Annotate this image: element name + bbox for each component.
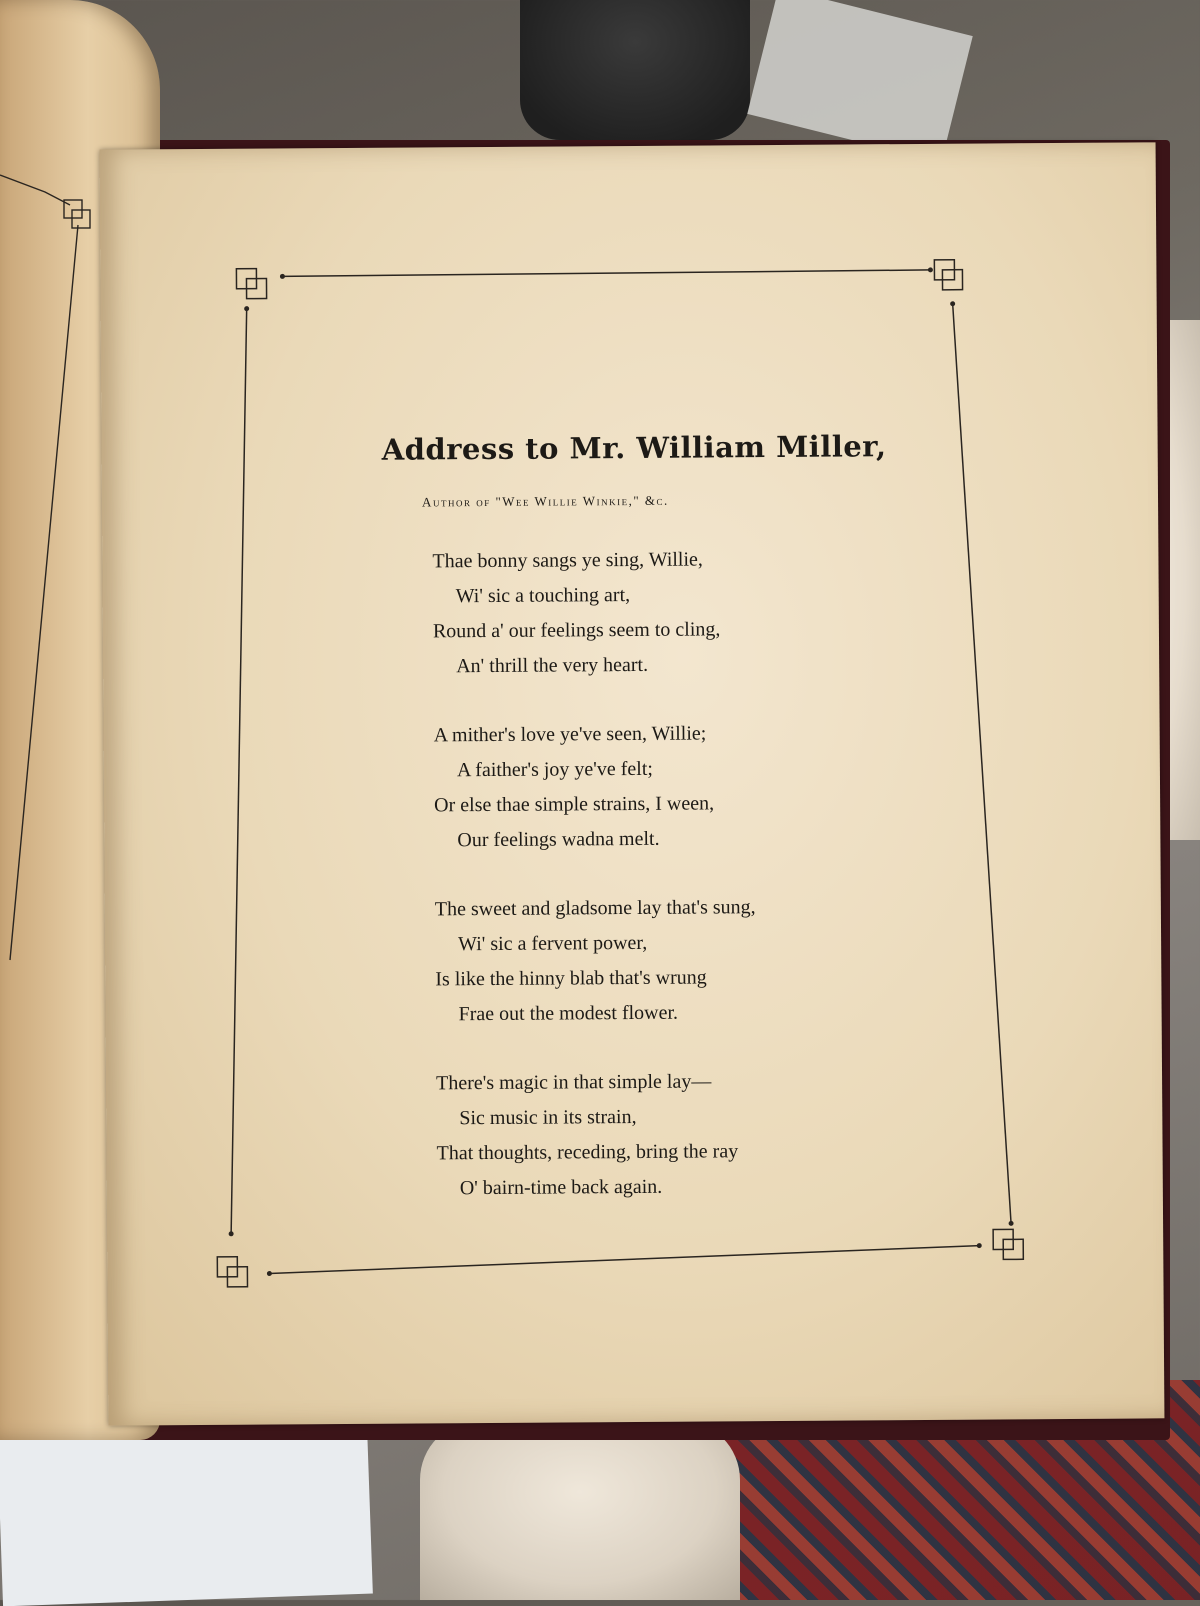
background-pot	[520, 0, 750, 140]
poem-line: O' bairn-time back again.	[459, 1175, 663, 1200]
poem-line: An' thrill the very heart.	[456, 653, 649, 678]
stanza	[436, 1062, 997, 1206]
poem-line: Wi' sic a touching art,	[455, 584, 631, 608]
poem-line: Round a' our feelings seem to cling,	[432, 618, 721, 643]
poem-title: Address to Mr. William Miller,	[381, 429, 887, 467]
poem-line: That thoughts, receding, bring the ray	[436, 1140, 739, 1165]
poem-line: A mither's love ye've seen, Willie;	[433, 722, 707, 747]
poem-line: Is like the hinny blab that's wrung	[435, 966, 707, 991]
poem-line: The sweet and gladsome lay that's sung,	[434, 896, 756, 921]
right-page	[100, 142, 1165, 1425]
poem-line: Frae out the modest flower.	[458, 1001, 679, 1026]
stanza	[432, 540, 993, 684]
poem-subtitle: Author of "Wee Willie Winkie," &c.	[421, 492, 669, 510]
poem-text-block	[381, 428, 997, 1206]
poem-line: A faither's joy ye've felt;	[456, 757, 654, 782]
background-fur-rug-lower	[420, 1420, 740, 1600]
poem-line: There's magic in that simple lay—	[436, 1070, 712, 1095]
stanza	[434, 714, 995, 858]
background-object	[747, 0, 973, 162]
poem-line: Thae bonny sangs ye sing, Willie,	[432, 548, 703, 573]
poem-line: Wi' sic a fervent power,	[458, 931, 648, 956]
poem-line: Our feelings wadna melt.	[457, 827, 660, 852]
poem-line: Or else thae simple strains, I ween,	[434, 792, 715, 817]
background-paper	[0, 1424, 373, 1606]
stanza	[435, 888, 996, 1032]
poem-line: Sic music in its strain,	[459, 1105, 637, 1130]
